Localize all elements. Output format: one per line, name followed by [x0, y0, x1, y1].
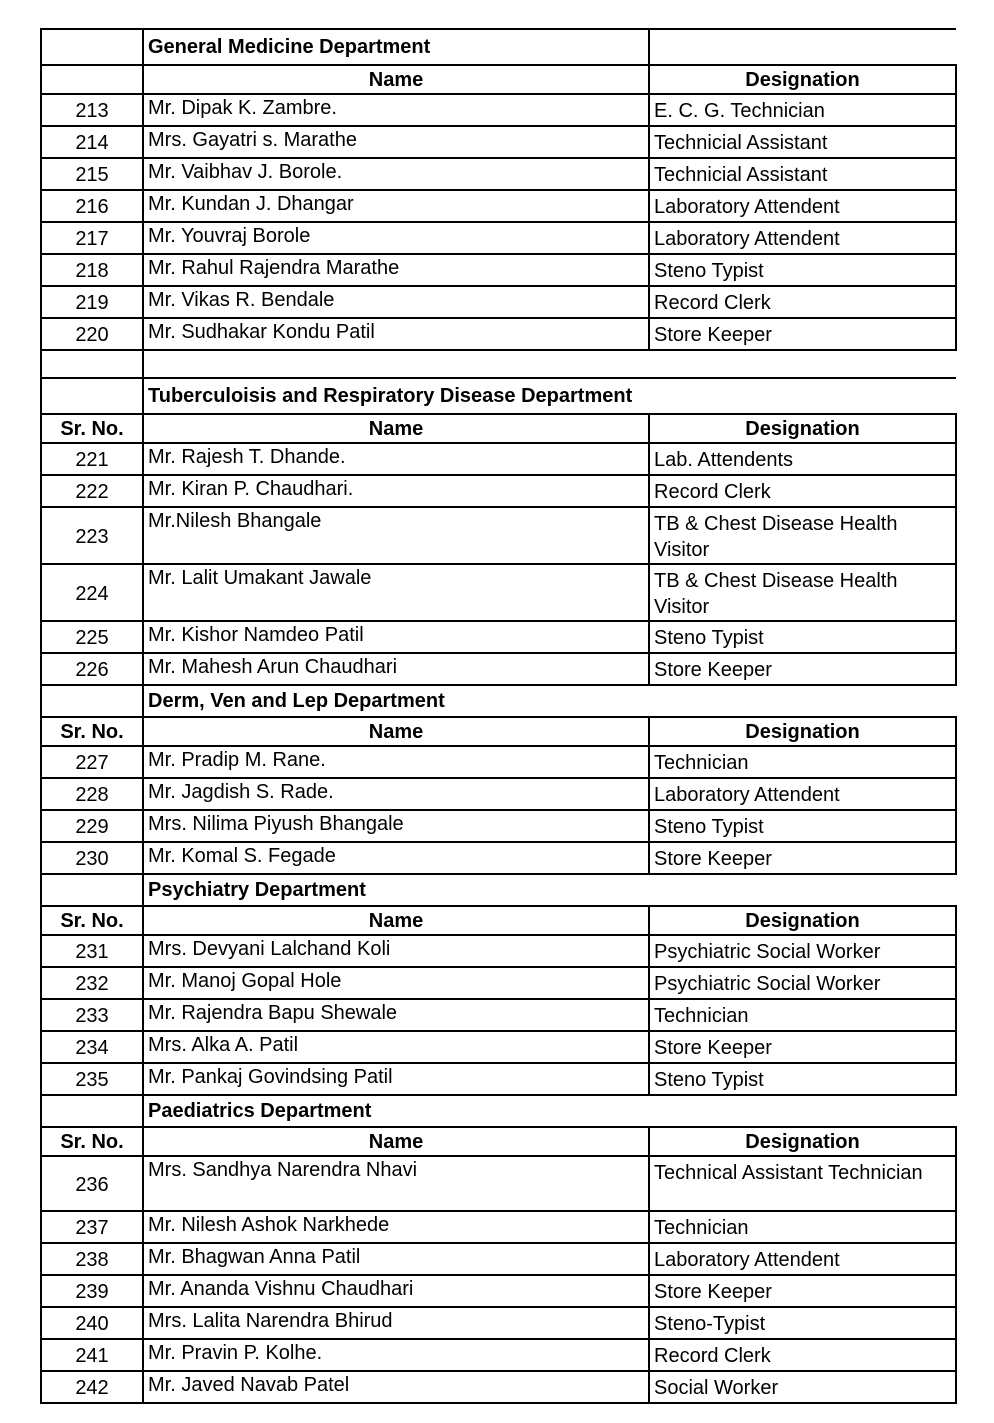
sr-no: 230 [41, 842, 143, 874]
staff-designation: Psychiatric Social Worker [649, 967, 956, 999]
staff-designation: TB & Chest Disease Health Visitor [649, 564, 956, 621]
sr-no: 227 [41, 746, 143, 778]
section-title-row [41, 874, 956, 906]
staff-designation: Laboratory Attendent [649, 222, 956, 254]
section-title: Psychiatry Department [143, 874, 956, 906]
header-row [41, 414, 956, 443]
staff-designation: Steno Typist [649, 810, 956, 842]
sr-no: 223 [41, 507, 143, 564]
sr-no: 218 [41, 254, 143, 286]
staff-name: Mrs. Lalita Narendra Bhirud [143, 1307, 649, 1339]
section-title-row [41, 378, 956, 414]
sr-no: 239 [41, 1275, 143, 1307]
staff-designation: Steno-Typist [649, 1307, 956, 1339]
staff-name: Mrs. Nilima Piyush Bhangale [143, 810, 649, 842]
table-row [41, 1063, 956, 1095]
table-row [41, 1211, 956, 1243]
table-row [41, 318, 956, 350]
table-row [41, 443, 956, 475]
staff-designation: Record Clerk [649, 475, 956, 507]
header-row [41, 1127, 956, 1156]
sr-no: 240 [41, 1307, 143, 1339]
staff-name: Mr. Rahul Rajendra Marathe [143, 254, 649, 286]
sr-no: 228 [41, 778, 143, 810]
sr-no: 229 [41, 810, 143, 842]
sr-no: 232 [41, 967, 143, 999]
staff-name: Mr. Pankaj Govindsing Patil [143, 1063, 649, 1095]
sr-no: 242 [41, 1371, 143, 1403]
staff-name: Mr. Komal S. Fegade [143, 842, 649, 874]
table-row [41, 621, 956, 653]
header-sr: Sr. No. [41, 1127, 143, 1156]
header-designation: Designation [649, 414, 956, 443]
sr-no: 241 [41, 1339, 143, 1371]
sr-no: 216 [41, 190, 143, 222]
staff-table-body [41, 29, 956, 1403]
sr-no: 224 [41, 564, 143, 621]
table-row [41, 507, 956, 564]
staff-name: Mr. Pradip M. Rane. [143, 746, 649, 778]
section-title-sr-cell [41, 685, 143, 717]
section-title-sr-cell [41, 378, 143, 414]
section-title-row [41, 29, 956, 65]
staff-designation: Store Keeper [649, 1275, 956, 1307]
staff-designation: Laboratory Attendent [649, 190, 956, 222]
staff-designation: Technician [649, 1211, 956, 1243]
table-row [41, 842, 956, 874]
staff-name: Mr. Vikas R. Bendale [143, 286, 649, 318]
staff-designation: Lab. Attendents [649, 443, 956, 475]
table-row [41, 1031, 956, 1063]
header-designation: Designation [649, 65, 956, 94]
section-title: Derm, Ven and Lep Department [143, 685, 956, 717]
spacer-cell [143, 350, 956, 378]
staff-name: Mr. Pravin P. Kolhe. [143, 1339, 649, 1371]
staff-name: Mrs. Alka A. Patil [143, 1031, 649, 1063]
table-row [41, 126, 956, 158]
staff-designation: Laboratory Attendent [649, 778, 956, 810]
table-row [41, 254, 956, 286]
header-designation: Designation [649, 906, 956, 935]
sr-no: 233 [41, 999, 143, 1031]
table-row [41, 564, 956, 621]
sr-no: 220 [41, 318, 143, 350]
staff-designation: TB & Chest Disease Health Visitor [649, 507, 956, 564]
staff-name: Mrs. Sandhya Narendra Nhavi [143, 1156, 649, 1211]
staff-designation: Laboratory Attendent [649, 1243, 956, 1275]
table-row [41, 158, 956, 190]
table-row [41, 1371, 956, 1403]
staff-name: Mr. Dipak K. Zambre. [143, 94, 649, 126]
table-row [41, 190, 956, 222]
staff-name: Mr. Kishor Namdeo Patil [143, 621, 649, 653]
staff-designation: Store Keeper [649, 318, 956, 350]
staff-designation: Record Clerk [649, 286, 956, 318]
table-row [41, 778, 956, 810]
staff-name: Mr. Sudhakar Kondu Patil [143, 318, 649, 350]
sr-no: 217 [41, 222, 143, 254]
sr-no: 222 [41, 475, 143, 507]
staff-name: Mr. Bhagwan Anna Patil [143, 1243, 649, 1275]
table-row [41, 746, 956, 778]
sr-no: 214 [41, 126, 143, 158]
staff-name: Mrs. Gayatri s. Marathe [143, 126, 649, 158]
section-title: Tuberculoisis and Respiratory Disease Department [143, 378, 956, 414]
section-title-sr-cell [41, 874, 143, 906]
sr-no: 215 [41, 158, 143, 190]
spacer-row [41, 350, 956, 378]
section-title-sr-cell [41, 29, 143, 65]
staff-name: Mr. Manoj Gopal Hole [143, 967, 649, 999]
sr-no: 213 [41, 94, 143, 126]
table-row [41, 1275, 956, 1307]
staff-designation: Steno Typist [649, 254, 956, 286]
table-row [41, 286, 956, 318]
sr-no: 234 [41, 1031, 143, 1063]
table-row [41, 999, 956, 1031]
header-row [41, 65, 956, 94]
header-designation: Designation [649, 717, 956, 746]
staff-designation: Store Keeper [649, 653, 956, 685]
staff-name: Mr. Rajendra Bapu Shewale [143, 999, 649, 1031]
table-row [41, 1243, 956, 1275]
header-sr: Sr. No. [41, 906, 143, 935]
staff-name: Mr. Jagdish S. Rade. [143, 778, 649, 810]
staff-designation: Steno Typist [649, 1063, 956, 1095]
staff-designation: Store Keeper [649, 842, 956, 874]
staff-designation: Technician [649, 999, 956, 1031]
staff-designation: Technicial Assistant [649, 158, 956, 190]
table-row [41, 475, 956, 507]
section-title-filler [649, 29, 956, 65]
table-row [41, 653, 956, 685]
staff-designation: Technician [649, 746, 956, 778]
header-sr [41, 65, 143, 94]
sr-no: 235 [41, 1063, 143, 1095]
staff-name: Mr. Youvraj Borole [143, 222, 649, 254]
staff-name: Mr. Javed Navab Patel [143, 1371, 649, 1403]
staff-designation: Record Clerk [649, 1339, 956, 1371]
sr-no: 226 [41, 653, 143, 685]
section-title: General Medicine Department [143, 29, 649, 65]
sr-no: 219 [41, 286, 143, 318]
staff-name: Mrs. Devyani Lalchand Koli [143, 935, 649, 967]
staff-designation: Psychiatric Social Worker [649, 935, 956, 967]
table-row [41, 1156, 956, 1211]
section-title-sr-cell [41, 1095, 143, 1127]
sr-no: 237 [41, 1211, 143, 1243]
sr-no: 221 [41, 443, 143, 475]
table-row [41, 222, 956, 254]
header-sr: Sr. No. [41, 717, 143, 746]
staff-name: Mr. Mahesh Arun Chaudhari [143, 653, 649, 685]
header-name: Name [143, 906, 649, 935]
header-designation: Designation [649, 1127, 956, 1156]
staff-designation: Steno Typist [649, 621, 956, 653]
staff-name: Mr. Ananda Vishnu Chaudhari [143, 1275, 649, 1307]
staff-name: Mr. Kiran P. Chaudhari. [143, 475, 649, 507]
table-row [41, 1307, 956, 1339]
staff-name: Mr. Vaibhav J. Borole. [143, 158, 649, 190]
staff-designation: Social Worker [649, 1371, 956, 1403]
table-row [41, 967, 956, 999]
sr-no: 231 [41, 935, 143, 967]
staff-designation: E. C. G. Technician [649, 94, 956, 126]
header-name: Name [143, 1127, 649, 1156]
header-name: Name [143, 65, 649, 94]
staff-designation: Technicial Assistant [649, 126, 956, 158]
staff-name: Mr. Nilesh Ashok Narkhede [143, 1211, 649, 1243]
sr-no: 238 [41, 1243, 143, 1275]
header-name: Name [143, 414, 649, 443]
header-row [41, 717, 956, 746]
section-title-row [41, 685, 956, 717]
staff-name: Mr. Lalit Umakant Jawale [143, 564, 649, 621]
table-row [41, 935, 956, 967]
spacer-cell [41, 350, 143, 378]
staff-table [40, 28, 957, 1404]
header-sr: Sr. No. [41, 414, 143, 443]
sr-no: 236 [41, 1156, 143, 1211]
header-row [41, 906, 956, 935]
sr-no: 225 [41, 621, 143, 653]
section-title-row [41, 1095, 956, 1127]
staff-name: Mr. Kundan J. Dhangar [143, 190, 649, 222]
staff-name: Mr.Nilesh Bhangale [143, 507, 649, 564]
staff-designation: Store Keeper [649, 1031, 956, 1063]
table-row [41, 810, 956, 842]
section-title: Paediatrics Department [143, 1095, 956, 1127]
table-row [41, 94, 956, 126]
table-row [41, 1339, 956, 1371]
staff-name: Mr. Rajesh T. Dhande. [143, 443, 649, 475]
header-name: Name [143, 717, 649, 746]
staff-designation: Technical Assistant Technician [649, 1156, 956, 1211]
